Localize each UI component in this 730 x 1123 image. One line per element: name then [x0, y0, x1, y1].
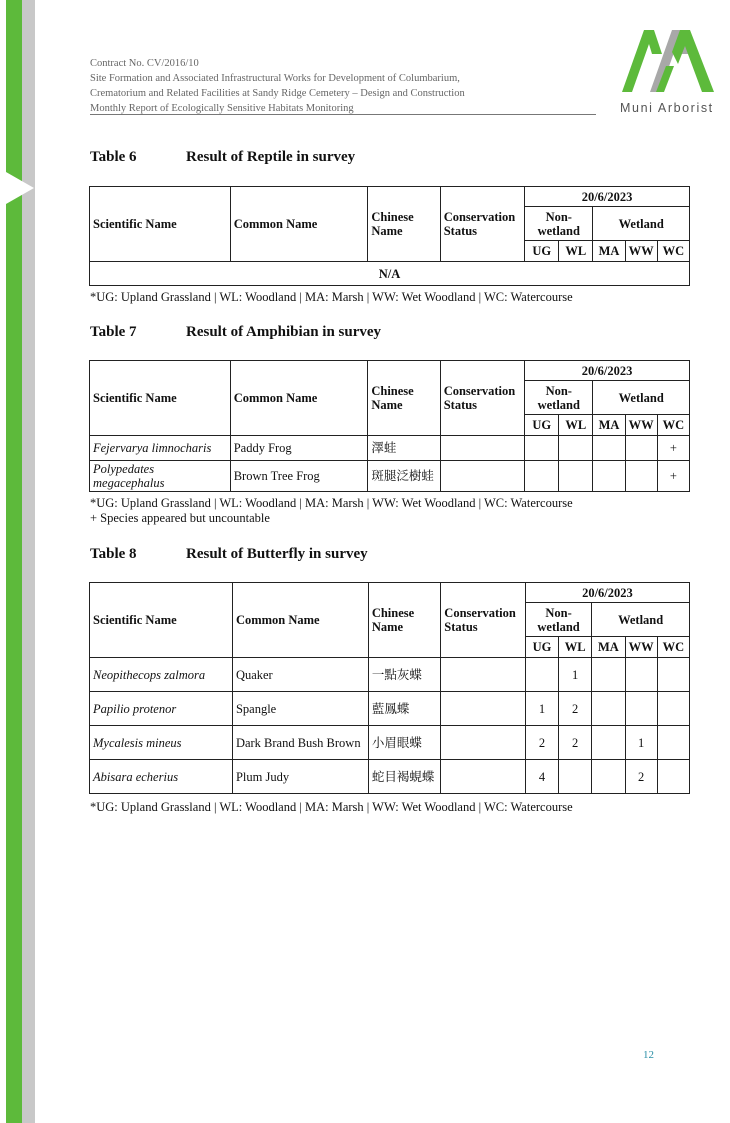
col-scientific-name: Scientific Name [90, 187, 231, 262]
page-number: 12 [643, 1049, 654, 1061]
cell-chinese: 斑腿泛樹蛙 [368, 461, 440, 492]
col-ww: WW [625, 241, 657, 262]
cell-conservation [440, 436, 524, 461]
cell-ug [525, 658, 558, 692]
cell-ma [593, 461, 625, 492]
cell-conservation [440, 461, 524, 492]
col-wetland: Wetland [593, 381, 690, 415]
col-ma: MA [593, 241, 625, 262]
cell-wc [657, 726, 689, 760]
col-common-name: Common Name [230, 187, 368, 262]
col-survey-date: 20/6/2023 [525, 361, 690, 381]
cell-ug: 2 [525, 726, 558, 760]
cell-chinese: 藍鳳蝶 [368, 692, 440, 726]
table-row [90, 436, 690, 461]
cell-ma [592, 658, 625, 692]
cell-wl: 1 [559, 658, 592, 692]
col-ww: WW [625, 415, 657, 436]
cell-chinese: 一點灰蝶 [368, 658, 440, 692]
col-wl: WL [559, 637, 592, 658]
cell-conservation [441, 692, 526, 726]
cell-scientific: Fejervarya limnocharis [90, 436, 231, 461]
cell-common: Spangle [232, 692, 368, 726]
cell-ma [592, 726, 625, 760]
cell-wl: 2 [559, 726, 592, 760]
cell-ma [592, 760, 625, 794]
table8-title: Result of Butterfly in survey [186, 546, 368, 562]
table8-number: Table 8 [90, 546, 137, 562]
col-ma: MA [593, 415, 625, 436]
cell-chinese: 蛇目褐蜆蝶 [368, 760, 440, 794]
col-common-name: Common Name [232, 583, 368, 658]
col-survey-date: 20/6/2023 [525, 583, 689, 603]
cell-scientific: Mycalesis mineus [90, 726, 233, 760]
table8-legend-note: *UG: Upland Grassland | WL: Woodland | MA: Marsh | WW: Wet Woodland | WC: Watercourse [90, 800, 573, 814]
col-ug: UG [525, 637, 558, 658]
header-contract-no: Contract No. CV/2016/10 [90, 58, 199, 69]
cell-ug: 1 [525, 692, 558, 726]
cell-ma [592, 692, 625, 726]
col-non-wetland: Non-wetland [525, 381, 593, 415]
cell-wc [657, 692, 689, 726]
col-wetland: Wetland [593, 207, 690, 241]
cell-scientific: Polypedates megacephalus [90, 461, 231, 492]
table6-number: Table 6 [90, 149, 137, 165]
cell-common: Quaker [232, 658, 368, 692]
col-wc: WC [657, 415, 689, 436]
table8 [89, 582, 690, 794]
col-wl: WL [559, 415, 593, 436]
cell-ug [525, 436, 559, 461]
header-project-line-1: Site Formation and Associated Infrastructural Works for Development of Columbarium, [90, 73, 460, 84]
col-conservation-status: Conservation Status [440, 187, 524, 262]
col-wc: WC [657, 637, 689, 658]
cell-ug [525, 461, 559, 492]
header-rule [90, 114, 596, 115]
cell-common: Plum Judy [232, 760, 368, 794]
cell-conservation [441, 658, 526, 692]
table7-legend-note: *UG: Upland Grassland | WL: Woodland | MA: Marsh | WW: Wet Woodland | WC: Watercourse [90, 496, 573, 510]
cell-wl [559, 436, 593, 461]
cell-chinese: 澤蛙 [368, 436, 440, 461]
cell-ww: 1 [625, 726, 657, 760]
cell-scientific: Papilio protenor [90, 692, 233, 726]
col-ug: UG [525, 241, 559, 262]
cell-wc: + [657, 461, 689, 492]
table8-heading [90, 546, 368, 563]
cell-wc [657, 760, 689, 794]
header-project-line-2: Crematorium and Related Facilities at Sandy Ridge Cemetery – Design and Construction [90, 88, 465, 99]
col-ww: WW [625, 637, 657, 658]
cell-chinese: 小眉眼蝶 [368, 726, 440, 760]
cell-conservation [441, 726, 526, 760]
document-header [90, 56, 596, 116]
cell-common: Paddy Frog [230, 436, 368, 461]
header-report-title: Monthly Report of Ecologically Sensitive Habitats Monitoring [90, 103, 354, 114]
cell-wl: 2 [559, 692, 592, 726]
cell-ww [625, 461, 657, 492]
col-wl: WL [559, 241, 593, 262]
table7-number: Table 7 [90, 324, 137, 340]
cell-scientific: Neopithecops zalmora [90, 658, 233, 692]
col-conservation-status: Conservation Status [441, 583, 526, 658]
col-chinese-name: Chinese Name [368, 187, 440, 262]
table6 [89, 186, 690, 286]
side-bar-grey [22, 0, 35, 1123]
cell-ww [625, 436, 657, 461]
cell-ww [625, 692, 657, 726]
table-row [90, 760, 690, 794]
table7-heading [90, 324, 381, 341]
col-survey-date: 20/6/2023 [525, 187, 690, 207]
cell-ma [593, 436, 625, 461]
cell-wl [559, 461, 593, 492]
col-ug: UG [525, 415, 559, 436]
table7-uncountable-note: + Species appeared but uncountable [90, 511, 270, 525]
cell-wc [657, 658, 689, 692]
col-chinese-name: Chinese Name [368, 583, 440, 658]
col-non-wetland: Non-wetland [525, 207, 593, 241]
logo-text: Muni Arborist [620, 101, 714, 115]
col-common-name: Common Name [230, 361, 368, 436]
cell-common: Dark Brand Bush Brown [232, 726, 368, 760]
table6-empty-row: N/A [90, 262, 690, 286]
side-bar-notch [6, 172, 34, 204]
table6-title: Result of Reptile in survey [186, 149, 356, 165]
col-non-wetland: Non-wetland [525, 603, 591, 637]
table-row [90, 461, 690, 492]
col-chinese-name: Chinese Name [368, 361, 440, 436]
table-row [90, 658, 690, 692]
table-row [90, 726, 690, 760]
table6-legend-note: *UG: Upland Grassland | WL: Woodland | MA: Marsh | WW: Wet Woodland | WC: Watercourse [90, 290, 573, 304]
table7-title: Result of Amphibian in survey [186, 324, 382, 340]
cell-conservation [441, 760, 526, 794]
col-scientific-name: Scientific Name [90, 583, 233, 658]
cell-ug: 4 [525, 760, 558, 794]
side-bar-green [6, 0, 22, 1123]
cell-wl [559, 760, 592, 794]
cell-ww: 2 [625, 760, 657, 794]
table-row [90, 692, 690, 726]
table7 [89, 360, 690, 492]
cell-scientific: Abisara echerius [90, 760, 233, 794]
col-ma: MA [592, 637, 625, 658]
col-conservation-status: Conservation Status [440, 361, 524, 436]
cell-wc: + [657, 436, 689, 461]
cell-common: Brown Tree Frog [230, 461, 368, 492]
table6-heading [90, 149, 355, 166]
col-scientific-name: Scientific Name [90, 361, 231, 436]
col-wc: WC [657, 241, 689, 262]
cell-ww [625, 658, 657, 692]
col-wetland: Wetland [592, 603, 690, 637]
